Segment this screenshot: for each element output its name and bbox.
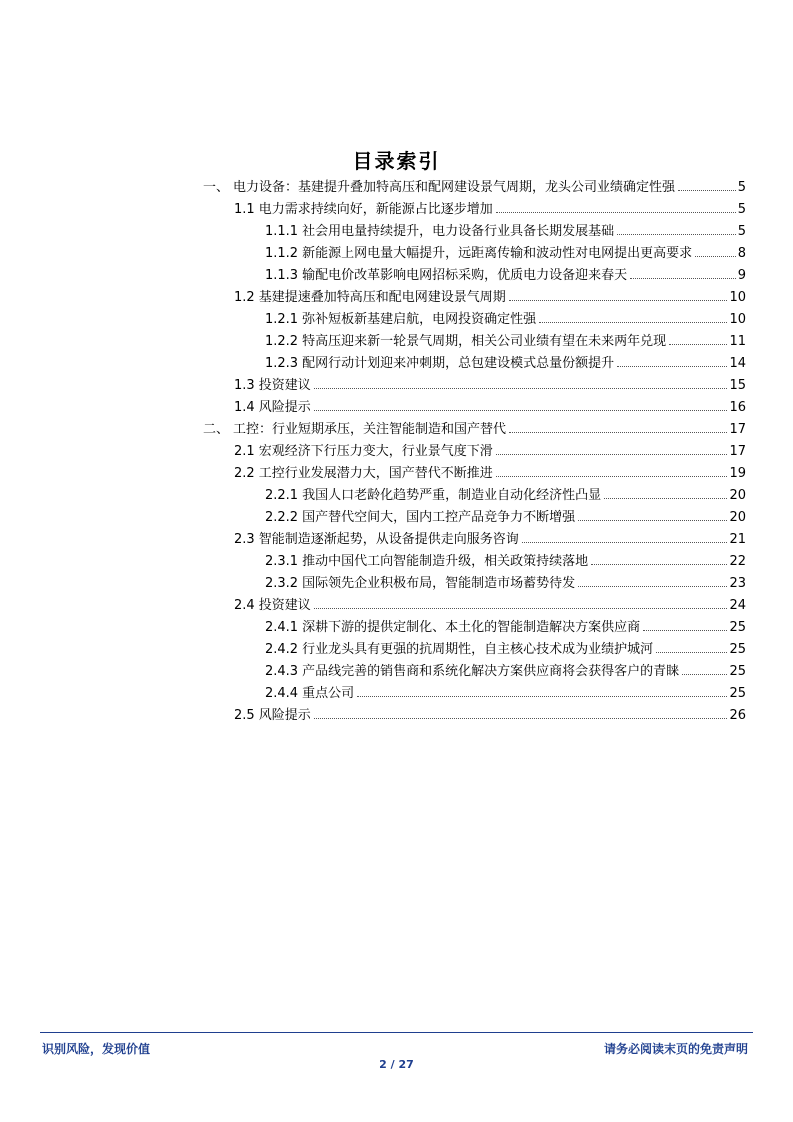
toc-leader-dots [522,542,728,543]
toc-leader-dots [539,322,727,323]
toc-entry-text: 深耕下游的提供定制化、本土化的智能制造解决方案供应商 [302,620,641,635]
toc-entry-number: 2.3.2 [265,576,299,591]
toc-entry-text: 行业龙头具有更强的抗周期性，自主核心技术成为业绩护城河 [302,642,654,657]
toc-entry-number: 1.4 [234,400,255,415]
toc-entry-number: 2.2 [234,466,255,481]
toc-entry-number: 2.4.4 [265,686,299,701]
toc-entry[interactable] [265,265,746,287]
toc-entry-page: 11 [729,334,746,349]
toc-entry-text: 电力设备：基建提升叠加特高压和配网建设景气周期，龙头公司业绩确定性强 [233,180,676,195]
toc-entry-number: 二、 [203,422,230,437]
toc-entry-text: 新能源上网电量大幅提升，远距离传输和波动性对电网提出更高要求 [302,246,693,261]
toc-entry-page: 25 [729,686,746,701]
toc-entry[interactable] [265,617,746,639]
toc-entry-text: 配网行动计划迎来冲刺期，总包建设模式总量份额提升 [302,356,615,371]
toc-leader-dots [509,432,727,433]
toc-leader-dots [643,630,727,631]
toc-entry-text: 风险提示 [258,400,311,415]
toc-entry-page: 26 [729,708,746,723]
toc-entry-page: 25 [729,664,746,679]
toc-entry[interactable] [265,221,746,243]
toc-entry-text: 电力需求持续向好，新能源占比逐步增加 [258,202,493,217]
toc-entry-number: 1.1.1 [265,224,299,239]
toc-leader-dots [669,344,727,345]
toc-leader-dots [682,674,727,675]
toc-entry-number: 1.1.3 [265,268,299,283]
toc-entry-number: 2.4 [234,598,255,613]
toc-entry-page: 5 [737,224,746,239]
toc-leader-dots [509,300,728,301]
toc-entry-page: 23 [729,576,746,591]
toc-entry-number: 2.3.1 [265,554,299,569]
toc-leader-dots [695,256,736,257]
toc-entry-page: 14 [729,356,746,371]
toc-entry[interactable] [234,199,746,221]
page-number: 2 / 27 [379,1058,414,1071]
toc-entry[interactable] [234,595,746,617]
toc-leader-dots [578,520,727,521]
toc-leader-dots [314,608,728,609]
toc-entry-number: 1.2.3 [265,356,299,371]
toc-entry-text: 国产替代空间大，国内工控产品竞争力不断增强 [302,510,576,525]
toc-entry-text: 风险提示 [258,708,311,723]
toc-leader-dots [656,652,727,653]
footer-slogan: 识别风险，发现价值 [42,1042,151,1056]
toc-entry[interactable] [203,419,746,441]
toc-entry-text: 工控：行业短期承压，关注智能制造和国产替代 [233,422,507,437]
toc-leader-dots [314,388,728,389]
toc-leader-dots [604,498,727,499]
toc-entry-number: 2.4.1 [265,620,299,635]
toc-entry[interactable] [265,485,746,507]
toc-leader-dots [617,234,736,235]
toc-entry[interactable] [234,375,746,397]
toc-entry-number: 2.5 [234,708,255,723]
toc-leader-dots [496,212,736,213]
toc-entry[interactable] [234,397,746,419]
toc-entry-text: 弥补短板新基建启航，电网投资确定性强 [302,312,537,327]
toc-entry-page: 15 [729,378,746,393]
toc-entry-text: 智能制造逐渐起势，从设备提供走向服务咨询 [258,532,519,547]
toc-entry-number: 2.2.2 [265,510,299,525]
toc-entry-number: 1.3 [234,378,255,393]
toc-entry-number: 2.1 [234,444,255,459]
toc-leader-dots [496,454,728,455]
toc-entry-text: 投资建议 [258,378,311,393]
toc-entry-page: 5 [737,180,746,195]
toc-entry[interactable] [265,661,746,683]
toc-entry-page: 9 [737,268,746,283]
toc-entry-number: 1.2.2 [265,334,299,349]
toc-leader-dots [314,718,728,719]
toc-entry-page: 10 [729,290,746,305]
toc-entry[interactable] [265,507,746,529]
toc-entry[interactable] [265,243,746,265]
toc-entry[interactable] [265,683,746,705]
toc-entry-page: 10 [729,312,746,327]
toc-entry-text: 投资建议 [258,598,311,613]
toc-entry-page: 16 [729,400,746,415]
toc-entry-page: 17 [729,444,746,459]
footer-disclaimer-link[interactable]: 请务必阅读末页的免责声明 [603,1042,748,1056]
toc-leader-dots [314,410,728,411]
toc-entry[interactable] [234,529,746,551]
toc-entry-number: 1.2.1 [265,312,299,327]
toc-entry-page: 21 [729,532,746,547]
toc-entry-text: 产品线完善的销售商和系统化解决方案供应商将会获得客户的青睐 [302,664,680,679]
toc-entry-page: 25 [729,620,746,635]
toc-entry-text: 宏观经济下行压力变大，行业景气度下滑 [258,444,493,459]
toc-entry-page: 8 [737,246,746,261]
toc-entry-text: 我国人口老龄化趋势严重，制造业自动化经济性凸显 [302,488,602,503]
toc-entry-text: 社会用电量持续提升，电力设备行业具备长期发展基础 [302,224,615,239]
toc-entry-text: 输配电价改革影响电网招标采购，优质电力设备迎来春天 [302,268,628,283]
toc-entry-page: 20 [729,510,746,525]
toc-entry[interactable] [265,551,746,573]
toc-entry-number: 2.3 [234,532,255,547]
toc-leader-dots [630,278,736,279]
toc-leader-dots [591,564,727,565]
toc-entry[interactable] [265,639,746,661]
toc-entry-page: 22 [729,554,746,569]
toc-entry-page: 25 [729,642,746,657]
toc-entry[interactable] [265,331,746,353]
toc-entry-page: 20 [729,488,746,503]
toc-entry[interactable] [234,705,746,727]
toc-entry[interactable] [265,353,746,375]
toc-entry-page: 19 [729,466,746,481]
toc-entry-page: 17 [729,422,746,437]
toc-entry-number: 一、 [203,180,230,195]
toc-entry-text: 推动中国代工向智能制造升级，相关政策持续落地 [302,554,589,569]
toc-entry-number: 1.2 [234,290,255,305]
toc-entry-page: 24 [729,598,746,613]
page-title: 目录索引 [352,149,441,173]
toc-entry[interactable] [203,177,746,199]
toc-entry[interactable] [234,463,746,485]
toc-entry-number: 1.1 [234,202,255,217]
toc-leader-dots [357,696,727,697]
toc-entry-text: 重点公司 [302,686,355,701]
toc-leader-dots [617,366,727,367]
toc-entry-text: 工控行业发展潜力大，国产替代不断推进 [258,466,493,481]
toc-entry[interactable] [265,309,746,331]
toc-entry[interactable] [265,573,746,595]
toc-leader-dots [496,476,728,477]
toc-entry[interactable] [234,287,746,309]
toc-entry-number: 2.2.1 [265,488,299,503]
toc-entry-number: 2.4.2 [265,642,299,657]
toc-entry-page: 5 [737,202,746,217]
toc-entry[interactable] [234,441,746,463]
toc-entry-text: 特高压迎来新一轮景气周期，相关公司业绩有望在未来两年兑现 [302,334,667,349]
toc-entry-text: 基建提速叠加特高压和配电网建设景气周期 [258,290,506,305]
toc-entry-number: 2.4.3 [265,664,299,679]
toc-leader-dots [678,190,736,191]
footer-divider [40,1032,753,1033]
toc-leader-dots [578,586,727,587]
toc-entry-number: 1.1.2 [265,246,299,261]
toc-entry-text: 国际领先企业积极布局，智能制造市场蓄势待发 [302,576,576,591]
